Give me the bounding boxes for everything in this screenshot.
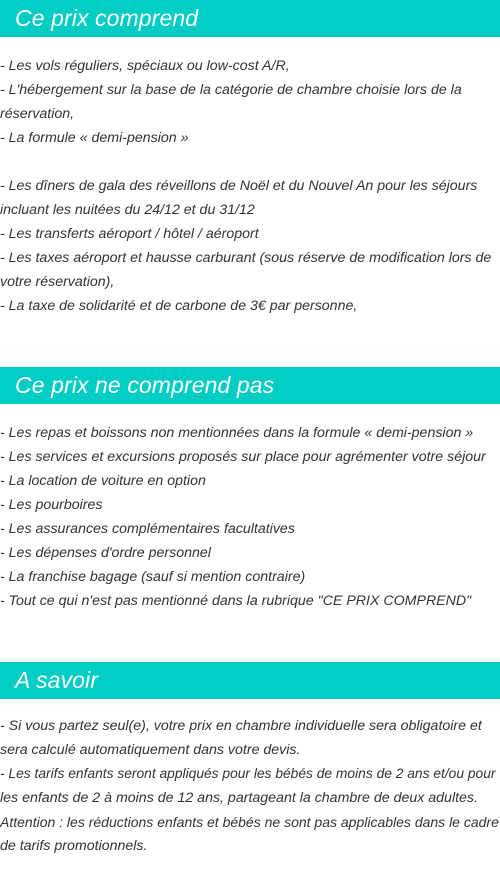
list-item: les enfants de 2 à moins de 12 ans, partageant la chambre de deux adultes. <box>0 790 478 806</box>
list-item: - Si vous partez seul(e), votre prix en chambre individuelle sera obligatoire et <box>0 718 482 734</box>
list-item: - Les taxes aéroport et hausse carburant (sous réserve de modification lors de <box>0 250 492 266</box>
list-item: incluant les nuitées du 24/12 et du 31/12 <box>0 202 255 218</box>
list-item: - La formule « demi-pension » <box>0 130 189 146</box>
section-title: Ce prix ne comprend pas <box>15 372 275 398</box>
list-item: - Les pourboires <box>0 497 103 513</box>
list-item: - La franchise bagage (sauf si mention contraire) <box>0 569 306 585</box>
spacer <box>0 150 500 174</box>
list-item: Attention : les réductions enfants et bébés ne sont pas applicables dans le cadre <box>0 814 499 830</box>
section-price-includes <box>0 0 500 318</box>
list-item: - Les transferts aéroport / hôtel / aéroport <box>0 226 259 242</box>
list-item: - Les dîners de gala des réveillons de Noël et du Nouvel An pour les séjours <box>0 178 478 194</box>
list-item: - La location de voiture en option <box>0 473 206 489</box>
section-header <box>0 662 500 699</box>
list-item: - Les assurances complémentaires facultatives <box>0 521 295 537</box>
section-good-to-know <box>0 662 500 858</box>
section-body <box>0 54 500 318</box>
list-item: - La taxe de solidarité et de carbone de 3€ par personne, <box>0 298 358 314</box>
section-header <box>0 367 500 404</box>
list-item: - Tout ce qui n'est pas mentionné dans la rubrique "CE PRIX COMPREND" <box>0 593 472 609</box>
list-item: - Les dépenses d'ordre personnel <box>0 545 211 561</box>
section-header <box>0 0 500 37</box>
section-price-excludes <box>0 367 500 613</box>
section-title: A savoir <box>15 667 99 693</box>
list-item: réservation, <box>0 106 75 122</box>
list-item: - L'hébergement sur la base de la catégorie de chambre choisie lors de la <box>0 82 462 98</box>
section-body <box>0 714 500 858</box>
list-item: votre réservation), <box>0 274 115 290</box>
list-item: - Les vols réguliers, spéciaux ou low-cost A/R, <box>0 58 290 74</box>
section-title: Ce prix comprend <box>15 5 199 31</box>
section-body <box>0 421 500 613</box>
list-item: de tarifs promotionnels. <box>0 838 148 854</box>
list-item: - Les tarifs enfants seront appliqués pour les bébés de moins de 2 ans et/ou pour <box>0 766 496 781</box>
list-item: - Les repas et boissons non mentionnées dans la formule « demi-pension » <box>0 425 474 441</box>
list-item: sera calculé automatiquement dans votre devis. <box>0 742 301 758</box>
list-item: - Les services et excursions proposés sur place pour agrémenter votre séjour <box>0 449 486 465</box>
